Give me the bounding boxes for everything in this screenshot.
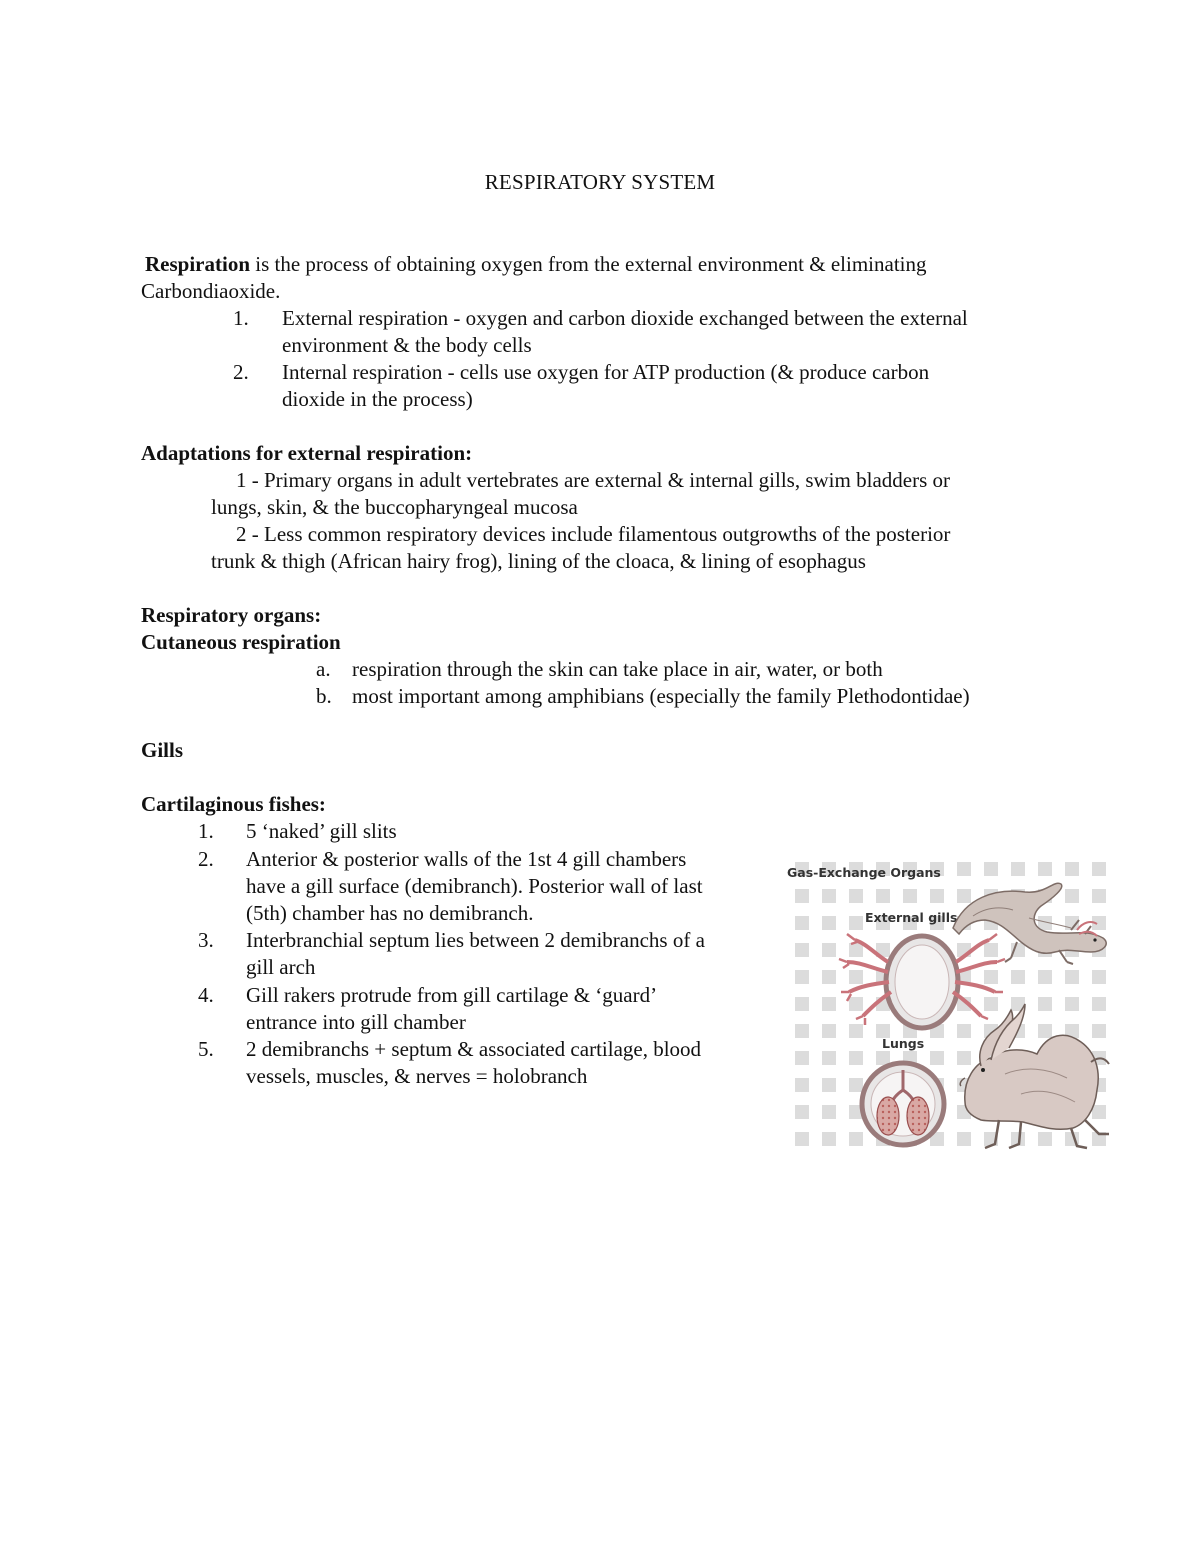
figure-title: Gas-Exchange Organs — [787, 865, 941, 880]
intro-item-1-number: 1. — [233, 306, 249, 330]
cart-item-2-number: 2. — [198, 847, 214, 871]
adaptations-p2-line-1: 2 - Less common respiratory devices include filamentous outgrowths of the posterior — [236, 522, 951, 546]
external-gills-label: External gills — [865, 910, 958, 925]
cutaneous-heading: Cutaneous respiration — [141, 630, 341, 654]
adaptations-p2-line-2: trunk & thigh (African hairy frog), lining of the cloaca, & lining of esophagus — [211, 549, 866, 573]
page-title: RESPIRATORY SYSTEM — [484, 170, 716, 194]
intro-line-2: Carbondiaoxide. — [141, 279, 281, 303]
intro-text: is the process of obtaining oxygen from the external environment & eliminating — [250, 252, 927, 276]
adaptations-heading: Adaptations for external respiration: — [141, 441, 473, 465]
lungs-diagram — [862, 1063, 944, 1145]
intro-line-1 — [145, 251, 927, 278]
intro-item-2-line-2: dioxide in the process) — [282, 387, 473, 411]
cutaneous-item-a-text: respiration through the skin can take place in air, water, or both — [352, 657, 883, 681]
cart-item-4-line-1: Gill rakers protrude from gill cartilage & ‘guard’ — [246, 983, 658, 1007]
cutaneous-item-b-label: b. — [316, 684, 332, 708]
gas-exchange-figure — [785, 858, 1117, 1156]
cart-item-5-number: 5. — [198, 1037, 214, 1061]
cart-item-5-line-1: 2 demibranchs + septum & associated cartilage, blood — [246, 1037, 702, 1061]
cart-item-2-line-1: Anterior & posterior walls of the 1st 4 gill chambers — [246, 847, 687, 871]
cart-item-5-line-2: vessels, muscles, & nerves = holobranch — [246, 1064, 588, 1088]
cart-item-3-line-1: Interbranchial septum lies between 2 demibranchs of a — [246, 928, 705, 952]
cartilaginous-heading: Cartilaginous fishes: — [141, 792, 326, 816]
cart-item-3-line-2: gill arch — [246, 955, 316, 979]
organs-heading: Respiratory organs: — [141, 603, 322, 627]
cart-item-3-number: 3. — [198, 928, 214, 952]
cart-item-1-number: 1. — [198, 819, 214, 843]
respiration-term: Respiration — [145, 252, 250, 276]
intro-item-2-line-1: Internal respiration - cells use oxygen for ATP production (& produce carbon — [282, 360, 930, 384]
cutaneous-item-a-label: a. — [316, 657, 331, 681]
cart-item-2-line-2: have a gill surface (demibranch). Posterior wall of last — [246, 874, 703, 898]
intro-item-1-line-2: environment & the body cells — [282, 333, 532, 357]
cart-item-4-number: 4. — [198, 983, 214, 1007]
cart-item-1-line: 5 ‘naked’ gill slits — [246, 819, 397, 843]
intro-item-2-number: 2. — [233, 360, 249, 384]
intro-item-1-line-1: External respiration - oxygen and carbon dioxide exchanged between the external — [282, 306, 968, 330]
cart-item-4-line-2: entrance into gill chamber — [246, 1010, 466, 1034]
adaptations-p1-line-2: lungs, skin, & the buccopharyngeal mucosa — [211, 495, 578, 519]
cart-item-2-line-3: (5th) chamber has no demibranch. — [246, 901, 534, 925]
adaptations-p1-line-1: 1 - Primary organs in adult vertebrates are external & internal gills, swim bladders or — [236, 468, 950, 492]
gills-heading: Gills — [141, 738, 184, 762]
cutaneous-item-b-text: most important among amphibians (especially the family Plethodontidae) — [352, 684, 970, 708]
lungs-label: Lungs — [882, 1036, 925, 1051]
